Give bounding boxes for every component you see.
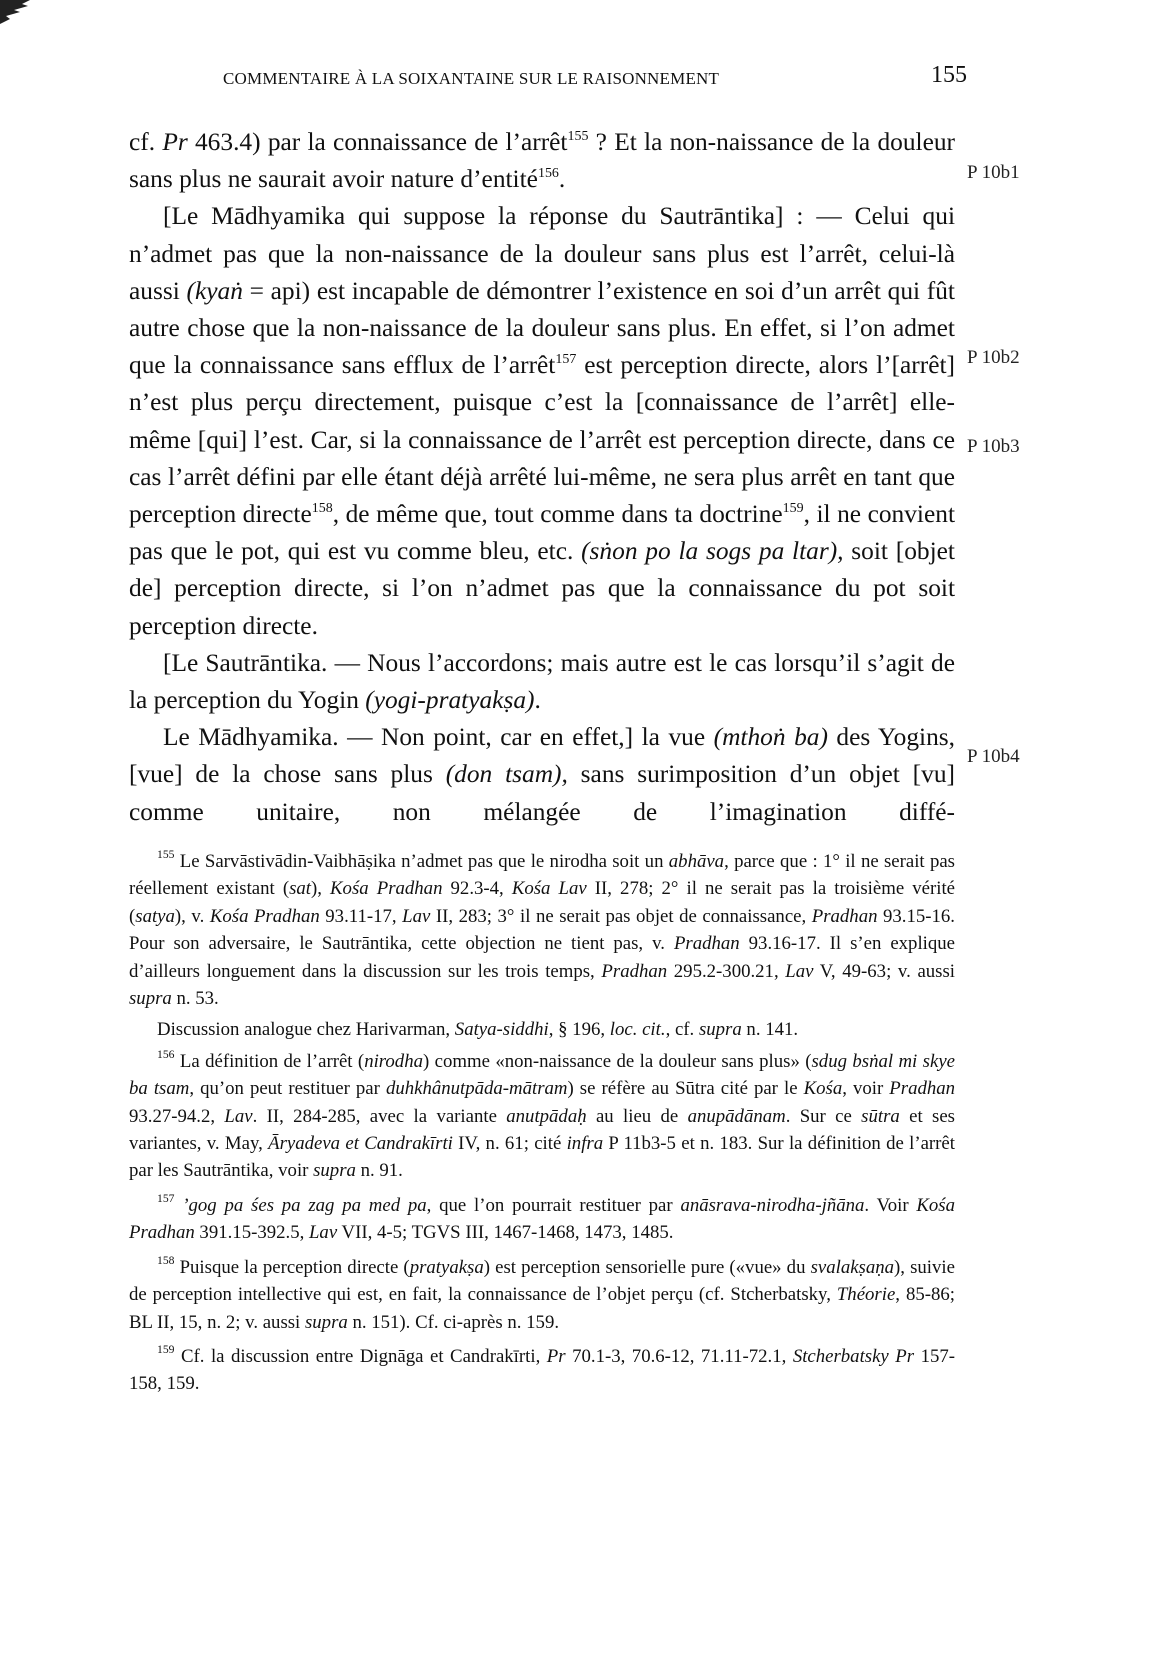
footnote-ref-157: 157 [555,351,577,367]
footnote-157: $^{157}$ ’gog pa śes pa zag pa med pa, que l’on pourrait restituer par anāsrava-nirodha-jñāna. Voir Kośa Pradhan 391.15-392.5, Lav VII, 4-5; TGVS III, 1467-1468, 1473, 1485. [129,1192,955,1244]
footnote-159: $^{159}$ Cf. la discussion entre Dignāga et Candrakīrti, Pr 70.1-3, 70.6-12, 71.11-72.1, Stcherbatsky Pr 157-158, 159. [129,1343,956,1395]
margin-ref-p10b1: P 10b1 [967,162,1020,183]
footnote-156: $^{156}$ La définition de l’arrêt (nirodha) comme «non-naissance de la douleur sans plus» (sdug bsṅal mi skye ba tsam, qu’on peut restituer par duhkhânutpāda-mātram) se réfère au Sūtra cité par le Kośa, voir Pradhan 93.27-94.2, Lav. II, 284-285, avec la variante anutpādaḥ au lieu de anupādānam. Sur ce sūtra et ses variantes, v. May, Āryadeva et Candrakīrti IV, n. 61; cité infra P 11b3-5 et n. 183. Sur la définition de l’arrêt par les Sautrāntika, voir supra n. 91. [129,1048,956,1182]
footnotes [129,848,955,1405]
page-number: 155 [931,62,967,88]
paragraph-3: [Le Sautrāntika. — Nous l’accordons; mais autre est le cas lorsqu’il s’agit de la perception du Yogin (yogi-pratyakṣa). [129,648,955,715]
footnote-ref-159: 159 [782,500,804,516]
main-text [129,124,955,831]
footnote-ref-156: 156 [537,165,559,181]
margin-ref-p10b4: P 10b4 [967,746,1020,767]
footnote-155-continuation: Discussion analogue chez Harivarman, Satya-siddhi, § 196, loc. cit., cf. supra n. 141. [157,1019,799,1041]
running-title: COMMENTAIRE À LA SOIXANTAINE SUR LE RAISONNEMENT [223,69,720,88]
footnote-ref-155: 155 [567,128,589,144]
margin-ref-p10b3: P 10b3 [967,436,1020,457]
scan-speck-mark [0,0,34,24]
paragraph-4: Le Mādhyamika. — Non point, car en effet,] la vue (mthoṅ ba) des Yogins, [vue] de la chose sans plus (don tsam), sans surimposition d’un objet [vu] comme unitaire, non mélangée de l’imagination diffé- [129,723,956,826]
footnote-158: $^{158}$ Puisque la perception directe (pratyakṣa) est perception sensorielle pure («vue» du svalakṣaṇa), suivie de perception intellective qui est, en fait, la connaissance de l’objet perçu (cf. Stcherbatsky, Théorie, 85-86; BL II, 15, n. 2; v. aussi supra n. 151). Cf. ci-après n. 159. [129,1253,955,1333]
paragraph-1: cf. Pr 463.4) par la connaissance de l’arrêt$^{155}$ ? Et la non-naissance de la douleur sans plus ne saurait avoir nature d’entité$^{156}$. [129,128,956,194]
footnote-155: $^{155}$ Le Sarvāstivādin-Vaibhāṣika n’admet pas que le nirodha soit un abhāva, parce que : 1° il ne serait pas réellement existant (sat), Kośa Pradhan 92.3-4, Kośa Lav II, 278; 2° il ne serait pas la troisième vérité (satya), v. Kośa Pradhan 93.11-17, Lav II, 283; 3° il ne serait pas objet de connaissance, Pradhan 93.15-16. Pour son adversaire, le Sautrāntika, cette objection ne tient pas, v. Pradhan 93.16-17. Il s’en explique d’ailleurs longuement dans la discussion sur les trois temps, Pradhan 295.2-300.21, Lav V, 49-63; v. aussi supra n. 53. [129,848,956,1010]
margin-ref-p10b2: P 10b2 [967,347,1020,368]
page-header [223,62,967,102]
paragraph-2: [Le Mādhyamika qui suppose la réponse du Sautrāntika] : — Celui qui n’admet pas que la non-naissance de la douleur sans plus est l’arrêt, celui-là aussi (kyaṅ = api) est incapable de démontrer l’existence en soi d’un arrêt qui fût autre chose que la non-naissance de la douleur sans plus. En effet, si l’on admet que la connaissance sans efflux de l’arrêt$^{157}$ est perception directe, alors l’[arrêt] n’est plus perçu directement, puisque c’est la [connaissance de l’arrêt] elle-même [qui] l’est. Car, si la connaissance de l’arrêt est perception directe, dans ce cas l’arrêt défini par elle étant déjà arrêté lui-même, ne sera plus arrêt en tant que perception directe$^{158}$, de même que, tout comme dans ta doctrine$^{159}$, il ne convient pas que le pot, qui est vu comme bleu, etc. (sṅon po la sogs pa ltar), soit [objet de] perception directe, si l’on n’admet pas que la connaissance du pot soit perception directe. [129,202,955,640]
footnote-ref-158: 158 [311,500,333,516]
